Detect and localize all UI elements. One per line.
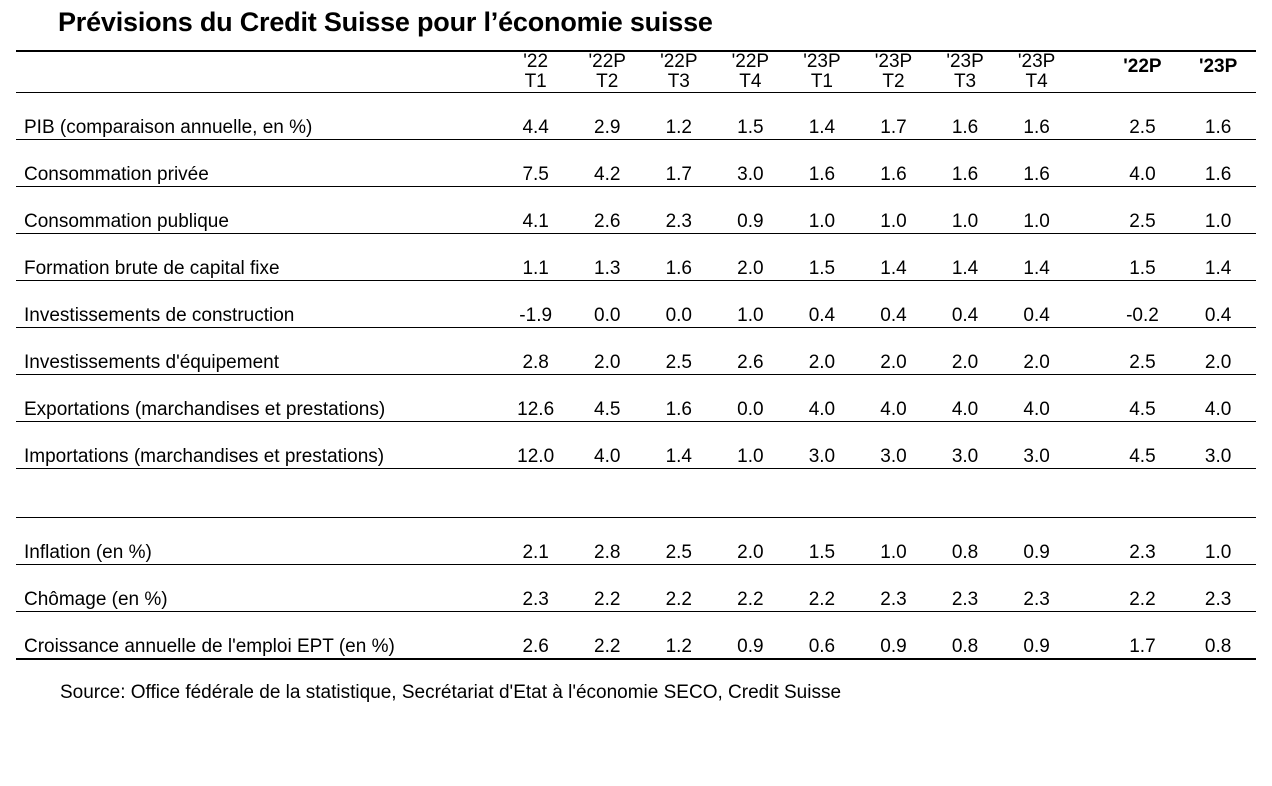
gap-cell <box>643 468 715 517</box>
row-value: 2.6 <box>571 186 643 233</box>
header-period-2: '22P <box>571 51 643 72</box>
table-row <box>16 327 1256 374</box>
row-value: 1.6 <box>929 139 1001 186</box>
header-row-period <box>16 51 1256 72</box>
row-value: 1.6 <box>643 374 715 421</box>
row-value: 2.2 <box>571 611 643 659</box>
row-value: 1.0 <box>929 186 1001 233</box>
row-value: 1.7 <box>643 139 715 186</box>
page-title: Prévisions du Credit Suisse pour l’économie suisse <box>58 7 713 37</box>
row-value: 2.6 <box>500 611 572 659</box>
gap-cell <box>500 468 572 517</box>
table-row <box>16 92 1256 139</box>
row-gap <box>1072 327 1104 374</box>
row-value: 2.0 <box>858 327 930 374</box>
header-quarter-8: T4 <box>1025 70 1048 92</box>
header-period-4: '22P <box>715 51 787 72</box>
row-value: 1.5 <box>786 233 858 280</box>
table-row <box>16 517 1256 564</box>
header-blank <box>16 51 500 72</box>
row-annual-value: 2.0 <box>1180 327 1256 374</box>
row-value: 1.0 <box>715 280 787 327</box>
header-quarter-2: T2 <box>596 70 619 92</box>
row-value: 3.0 <box>786 421 858 468</box>
gap-cell <box>1180 468 1256 517</box>
row-annual-value: 3.0 <box>1180 421 1256 468</box>
header-annual-2: '23P <box>1180 51 1256 92</box>
row-label: Chômage (en %) <box>16 564 500 611</box>
row-value: 3.0 <box>929 421 1001 468</box>
row-gap <box>1072 186 1104 233</box>
row-value: 12.0 <box>500 421 572 468</box>
row-value: 0.4 <box>1001 280 1073 327</box>
row-label: Consommation publique <box>16 186 500 233</box>
row-value: 2.0 <box>786 327 858 374</box>
row-label: Inflation (en %) <box>16 517 500 564</box>
row-value: 1.5 <box>715 92 787 139</box>
row-label: Importations (marchandises et prestations) <box>16 421 500 468</box>
row-value: 0.6 <box>786 611 858 659</box>
row-value: 2.3 <box>929 564 1001 611</box>
source-note: Source: Office fédérale de la statistique, Secrétariat d'Etat à l'économie SECO, Credit Suisse <box>60 681 842 703</box>
row-value: 1.4 <box>858 233 930 280</box>
row-gap <box>1072 421 1104 468</box>
row-value: 3.0 <box>1001 421 1073 468</box>
table-row <box>16 564 1256 611</box>
row-value: 1.6 <box>1001 139 1073 186</box>
row-value: 4.5 <box>571 374 643 421</box>
table-body <box>16 92 1256 660</box>
row-gap <box>1072 611 1104 659</box>
row-value: 0.4 <box>929 280 1001 327</box>
row-value: 0.0 <box>715 374 787 421</box>
header-annual-1: '22P <box>1105 51 1181 92</box>
header-gap <box>1072 51 1104 72</box>
row-value: 2.6 <box>715 327 787 374</box>
row-gap <box>1072 280 1104 327</box>
header-period-8: '23P <box>1001 51 1073 72</box>
row-value: 4.0 <box>1001 374 1073 421</box>
table-row <box>16 421 1256 468</box>
row-value: 0.8 <box>929 611 1001 659</box>
row-value: 3.0 <box>858 421 930 468</box>
row-value: 0.0 <box>643 280 715 327</box>
row-annual-value: 1.6 <box>1180 92 1256 139</box>
row-value: 0.9 <box>1001 517 1073 564</box>
row-value: 2.1 <box>500 517 572 564</box>
row-value: -1.9 <box>500 280 572 327</box>
row-gap <box>1072 139 1104 186</box>
row-value: 2.8 <box>500 327 572 374</box>
row-value: 2.2 <box>643 564 715 611</box>
header-blank-2 <box>16 72 500 92</box>
row-value: 3.0 <box>715 139 787 186</box>
row-value: 4.4 <box>500 92 572 139</box>
row-annual-value: 4.5 <box>1105 421 1181 468</box>
row-value: 1.6 <box>858 139 930 186</box>
row-value: 1.2 <box>643 92 715 139</box>
row-value: 2.0 <box>571 327 643 374</box>
row-value: 1.0 <box>858 517 930 564</box>
row-value: 0.9 <box>858 611 930 659</box>
row-value: 1.7 <box>858 92 930 139</box>
header-period-1: '22 <box>500 51 572 72</box>
row-value: 0.9 <box>1001 611 1073 659</box>
row-value: 1.4 <box>786 92 858 139</box>
row-value: 0.4 <box>786 280 858 327</box>
gap-cell <box>715 468 787 517</box>
table-row <box>16 611 1256 659</box>
row-annual-value: 4.0 <box>1180 374 1256 421</box>
row-value: 4.0 <box>786 374 858 421</box>
row-annual-value: 1.5 <box>1105 233 1181 280</box>
row-value: 1.4 <box>1001 233 1073 280</box>
row-value: 1.6 <box>929 92 1001 139</box>
row-gap <box>1072 564 1104 611</box>
row-value: 2.2 <box>715 564 787 611</box>
row-value: 2.0 <box>929 327 1001 374</box>
row-annual-value: 1.7 <box>1105 611 1181 659</box>
header-period-3: '22P <box>643 51 715 72</box>
header-quarter-7: T3 <box>953 70 977 92</box>
table-header <box>16 51 1256 92</box>
table-row <box>16 280 1256 327</box>
row-value: 2.3 <box>500 564 572 611</box>
header-quarter-5: T1 <box>810 70 834 92</box>
row-annual-value: 1.0 <box>1180 186 1256 233</box>
row-value: 2.3 <box>858 564 930 611</box>
row-value: 2.0 <box>715 233 787 280</box>
row-value: 2.5 <box>643 517 715 564</box>
row-label: Croissance annuelle de l'emploi EPT (en %) <box>16 611 500 659</box>
row-annual-value: 4.5 <box>1105 374 1181 421</box>
gap-cell <box>1072 468 1104 517</box>
row-value: 1.4 <box>929 233 1001 280</box>
row-value: 0.0 <box>571 280 643 327</box>
row-value: 4.0 <box>571 421 643 468</box>
row-value: 0.9 <box>715 611 787 659</box>
row-annual-value: 2.3 <box>1180 564 1256 611</box>
forecast-table <box>16 50 1256 660</box>
row-label: Formation brute de capital fixe <box>16 233 500 280</box>
row-value: 1.0 <box>786 186 858 233</box>
row-annual-value: 1.0 <box>1180 517 1256 564</box>
row-annual-value: 2.3 <box>1105 517 1181 564</box>
row-value: 2.8 <box>571 517 643 564</box>
header-row-quarter <box>16 72 1256 92</box>
row-annual-value: 0.8 <box>1180 611 1256 659</box>
row-gap <box>1072 92 1104 139</box>
row-value: 1.6 <box>643 233 715 280</box>
row-value: 2.9 <box>571 92 643 139</box>
row-label: Consommation privée <box>16 139 500 186</box>
header-period-5: '23P <box>786 51 858 72</box>
row-value: 1.3 <box>571 233 643 280</box>
row-gap <box>1072 233 1104 280</box>
header-period-6: '23P <box>858 51 930 72</box>
table-row <box>16 139 1256 186</box>
table-row <box>16 233 1256 280</box>
row-value: 2.2 <box>786 564 858 611</box>
row-value: 1.0 <box>1001 186 1073 233</box>
row-annual-value: 2.2 <box>1105 564 1181 611</box>
row-value: 4.0 <box>858 374 930 421</box>
row-value: 1.0 <box>858 186 930 233</box>
row-label: Exportations (marchandises et prestations) <box>16 374 500 421</box>
row-value: 4.0 <box>929 374 1001 421</box>
header-gap-2 <box>1072 72 1104 92</box>
row-value: 1.4 <box>643 421 715 468</box>
row-value: 2.0 <box>1001 327 1073 374</box>
gap-cell <box>571 468 643 517</box>
row-annual-value: 1.4 <box>1180 233 1256 280</box>
row-value: 2.0 <box>715 517 787 564</box>
row-value: 12.6 <box>500 374 572 421</box>
row-value: 0.9 <box>715 186 787 233</box>
gap-cell <box>1001 468 1073 517</box>
row-value: 2.3 <box>1001 564 1073 611</box>
row-value: 1.5 <box>786 517 858 564</box>
gap-cell <box>1105 468 1181 517</box>
table-section-gap <box>16 468 1256 517</box>
gap-cell <box>786 468 858 517</box>
gap-cell <box>16 468 500 517</box>
row-value: 2.2 <box>571 564 643 611</box>
row-annual-value: -0.2 <box>1105 280 1181 327</box>
row-value: 1.1 <box>500 233 572 280</box>
row-value: 2.3 <box>643 186 715 233</box>
row-value: 4.1 <box>500 186 572 233</box>
row-label: PIB (comparaison annuelle, en %) <box>16 92 500 139</box>
row-value: 2.5 <box>643 327 715 374</box>
row-value: 0.8 <box>929 517 1001 564</box>
gap-cell <box>929 468 1001 517</box>
row-value: 1.2 <box>643 611 715 659</box>
row-annual-value: 0.4 <box>1180 280 1256 327</box>
row-value: 7.5 <box>500 139 572 186</box>
header-quarter-1: T1 <box>524 70 547 92</box>
gap-cell <box>858 468 930 517</box>
row-annual-value: 1.6 <box>1180 139 1256 186</box>
row-value: 1.6 <box>786 139 858 186</box>
row-gap <box>1072 374 1104 421</box>
row-value: 4.2 <box>571 139 643 186</box>
row-label: Investissements d'équipement <box>16 327 500 374</box>
header-quarter-6: T2 <box>882 70 905 92</box>
header-quarter-3: T3 <box>667 70 690 92</box>
row-annual-value: 4.0 <box>1105 139 1181 186</box>
row-value: 1.0 <box>715 421 787 468</box>
row-label: Investissements de construction <box>16 280 500 327</box>
row-annual-value: 2.5 <box>1105 186 1181 233</box>
header-quarter-4: T4 <box>739 70 762 92</box>
row-gap <box>1072 517 1104 564</box>
row-annual-value: 2.5 <box>1105 92 1181 139</box>
table-row <box>16 374 1256 421</box>
row-annual-value: 2.5 <box>1105 327 1181 374</box>
row-value: 0.4 <box>858 280 930 327</box>
table-row <box>16 186 1256 233</box>
row-value: 1.6 <box>1001 92 1073 139</box>
header-period-7: '23P <box>929 51 1001 72</box>
